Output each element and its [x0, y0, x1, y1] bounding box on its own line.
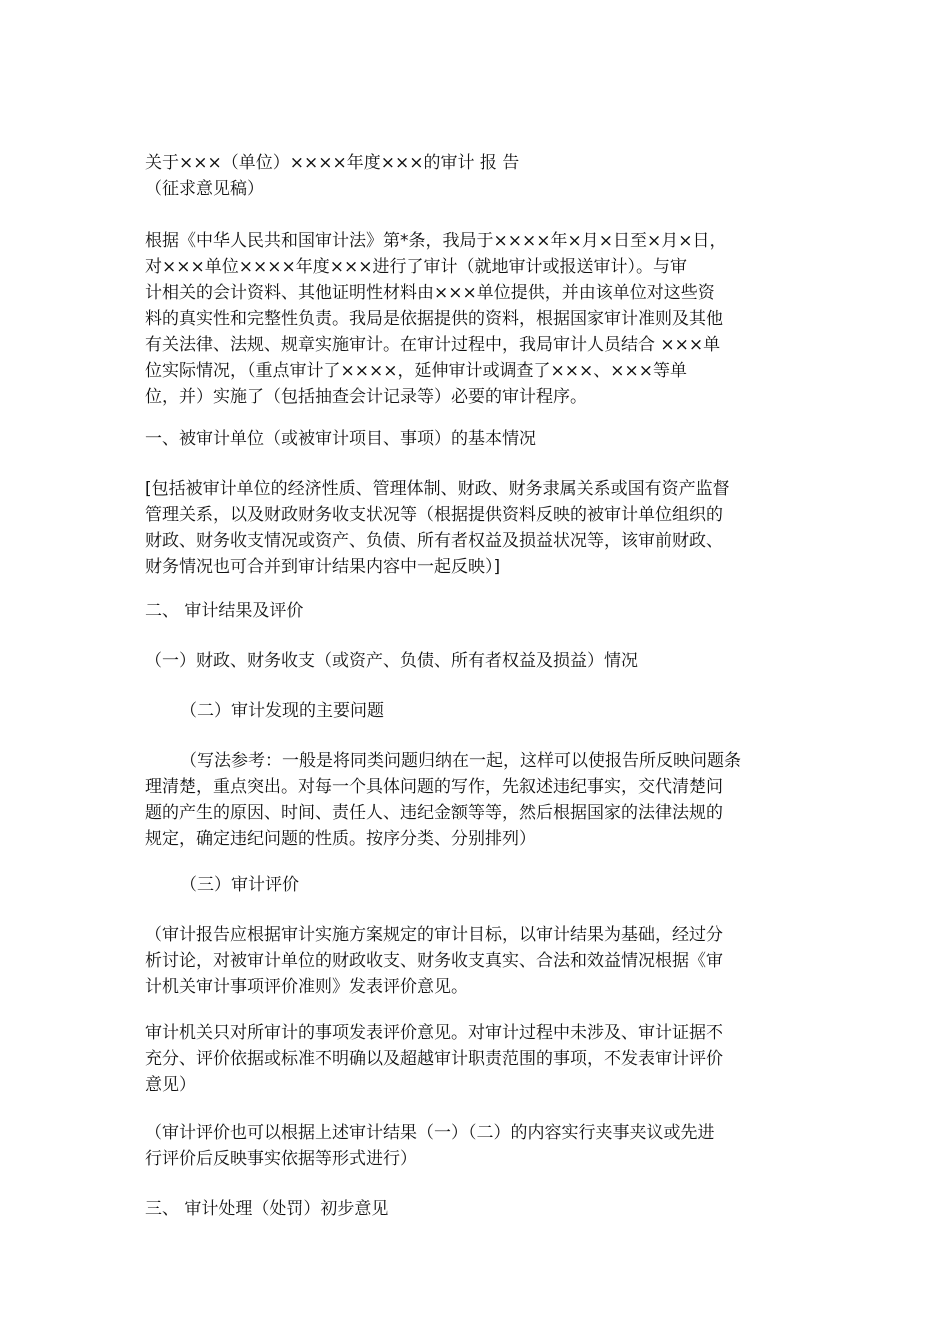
subsection2-line: （写法参考：一般是将同类问题归纳在一起，这样可以使报告所反映问题条	[180, 751, 741, 771]
note1-paragraph	[145, 1020, 815, 1098]
note2-line: 行评价后反映事实依据等形式进行）	[145, 1149, 417, 1169]
subsection2-heading: （二）审计发现的主要问题	[180, 701, 384, 721]
document-title-block	[145, 150, 815, 202]
subsection3-line: （审计报告应根据审计实施方案规定的审计目标，以审计结果为基础，经过分	[145, 925, 723, 945]
subsection3-paragraph	[145, 922, 815, 1000]
intro-line: 位实际情况，（重点审计了××××，延伸审计或调查了×××、×××等单	[145, 361, 687, 381]
subsection1-heading: （一）财政、财务收支（或资产、负债、所有者权益及损益）情况	[145, 651, 638, 671]
subsection2-line: 理清楚，重点突出。对每一个具体问题的写作，先叙述违纪事实，交代清楚问	[145, 777, 723, 797]
intro-line: 料的真实性和完整性负责。我局是依据提供的资料，根据国家审计准则及其他	[145, 309, 723, 329]
document-subtitle: （征求意见稿）	[145, 179, 264, 199]
note1-line: 充分、评价依据或标准不明确以及超越审计职责范围的事项，不发表审计评价	[145, 1049, 723, 1069]
note2-paragraph	[145, 1120, 815, 1172]
section3-heading: 三、 审计处理（处罚）初步意见	[145, 1199, 389, 1219]
intro-line: 计相关的会计资料、其他证明性材料由×××单位提供，并由该单位对这些资	[145, 283, 715, 303]
subsection3-heading: （三）审计评价	[180, 875, 299, 895]
intro-line: 位，并）实施了（包括抽查会计记录等）必要的审计程序。	[145, 387, 587, 407]
subsection3-line: 析讨论，对被审计单位的财政收支、财务收支真实、合法和效益情况根据《审	[145, 951, 723, 971]
intro-line: 根据《中华人民共和国审计法》第*条，我局于××××年×月×日至×月×日，	[145, 231, 727, 251]
section1-paragraph	[145, 476, 815, 580]
section1-line: 管理关系，以及财政财务收支状况等（根据提供资料反映的被审计单位组织的	[145, 505, 723, 525]
intro-paragraph	[145, 228, 815, 410]
subsection2-line: 题的产生的原因、时间、责任人、违纪金额等等，然后根据国家的法律法规的	[145, 803, 723, 823]
intro-line: 对×××单位××××年度×××进行了审计（就地审计或报送审计）。与审	[145, 257, 687, 277]
intro-line: 有关法律、法规、规章实施审计。在审计过程中，我局审计人员结合 ×××单	[145, 335, 721, 355]
note1-line: 意见）	[145, 1075, 196, 1095]
subsection3-line: 计机关审计事项评价准则》发表评价意见。	[145, 977, 468, 997]
subsection2-paragraph	[145, 748, 815, 852]
document-title: 关于×××（单位）××××年度×××的审计 报 告	[145, 153, 520, 173]
note1-line: 审计机关只对所审计的事项发表评价意见。对审计过程中未涉及、审计证据不	[145, 1023, 723, 1043]
subsection2-line: 规定，确定违纪问题的性质。按序分类、分别排列）	[145, 829, 536, 849]
section1-heading: 一、被审计单位（或被审计项目、事项）的基本情况	[145, 429, 536, 449]
section2-heading: 二、 审计结果及评价	[145, 601, 304, 621]
note2-line: （审计评价也可以根据上述审计结果（一）（二）的内容实行夹事夹议或先进	[145, 1123, 715, 1143]
section1-line: [包括被审计单位的经济性质、管理体制、财政、财务隶属关系或国有资产监督	[145, 479, 730, 499]
section1-line: 财务情况也可合并到审计结果内容中一起反映）]	[145, 557, 501, 577]
section1-line: 财政、财务收支情况或资产、负债、所有者权益及损益状况等，该审前财政、	[145, 531, 723, 551]
